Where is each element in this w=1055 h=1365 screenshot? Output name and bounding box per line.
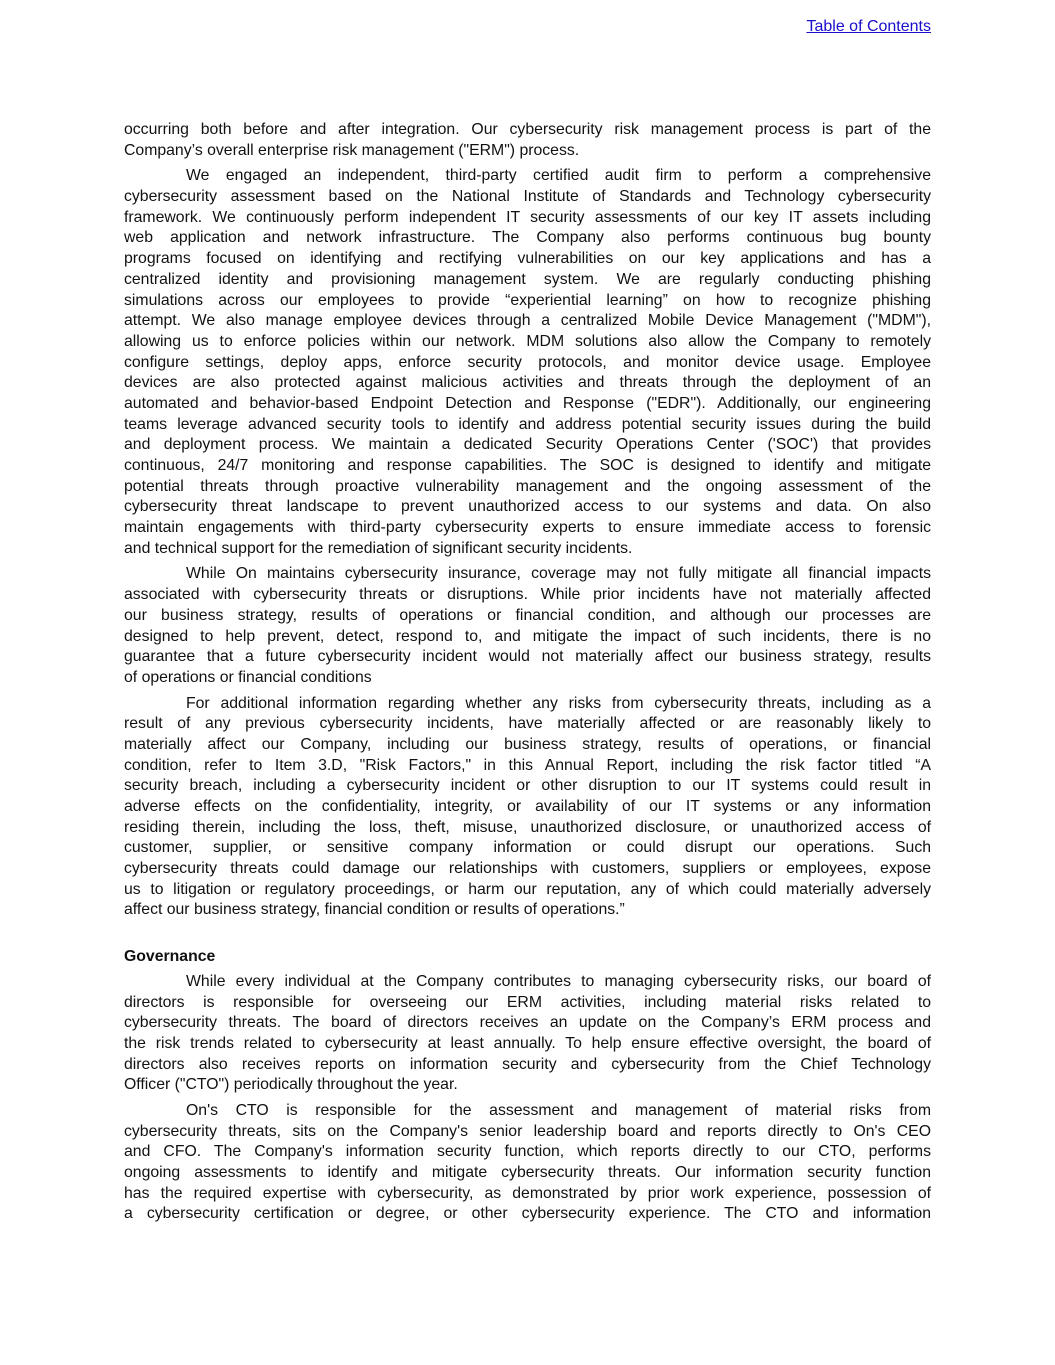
text-line: cybersecurity threat landscape to prevent unauthorized access to our systems and data. On also: [124, 498, 931, 516]
text-line: Company’s overall enterprise risk management ("ERM") process.: [124, 141, 580, 159]
text-line: result of any previous cybersecurity incidents, have materially affected or are reasonably likely to: [124, 715, 931, 733]
text-line: residing therein, including the loss, theft, misuse, unauthorized disclosure, or unauthorized access of: [124, 818, 931, 836]
text-line: allowing us to enforce policies within our network. MDM solutions also allow the Company to remotely: [124, 332, 931, 350]
text-line: centralized identity and provisioning management system. We are regularly conducting phishing: [124, 270, 931, 288]
text-line: of operations or financial conditions: [124, 668, 372, 686]
section-heading: Governance: [124, 948, 216, 966]
text-line: cybersecurity threats, sits on the Company's senior leadership board and reports directly to On's CEO: [124, 1122, 931, 1140]
text-line: framework. We continuously perform independent IT security assessments of our key IT assets including: [124, 208, 931, 226]
paragraph: [124, 1101, 931, 1225]
text-line: simulations across our employees to provide “experiential learning” on how to recognize phishing: [124, 291, 931, 309]
text-line: programs focused on identifying and rectifying vulnerabilities on our key applications and has a: [124, 250, 931, 268]
text-line: the risk trends related to cybersecurity at least annually. To help ensure effective oversight, the board of: [124, 1034, 931, 1052]
document-body: [124, 120, 931, 1230]
text-line: condition, refer to Item 3.D, "Risk Factors," in this Annual Report, including the risk factor titled “A: [124, 756, 931, 774]
text-line: web application and network infrastructure. The Company also performs continuous bug bounty: [124, 229, 931, 247]
text-line: On's CTO is responsible for the assessment and management of material risks from: [186, 1101, 931, 1119]
text-line: has the required expertise with cybersecurity, as demonstrated by prior work experience, possession of: [124, 1184, 931, 1202]
text-line: a cybersecurity certification or degree, or other cybersecurity experience. The CTO and information: [124, 1205, 931, 1223]
text-line: maintain engagements with third-party cybersecurity experts to ensure immediate access to forensic: [124, 519, 931, 537]
paragraph: [124, 972, 931, 1096]
text-line: and technical support for the remediation of significant security incidents.: [124, 539, 633, 557]
text-line: directors also receives reports on information security and cybersecurity from the Chief Technology: [124, 1055, 931, 1073]
text-line: ongoing assessments to identify and mitigate cybersecurity threats. Our information security function: [124, 1164, 931, 1181]
text-line: configure settings, deploy apps, enforce security protocols, and monitor device usage. Employee: [124, 353, 931, 371]
text-line: and CFO. The Company's information security function, which reports directly to our CTO, performs: [124, 1143, 931, 1161]
text-line: directors is responsible for overseeing our ERM activities, including material risks related to: [124, 993, 931, 1011]
text-line: us to litigation or regulatory proceedings, or harm our reputation, any of which could materially adversely: [124, 880, 931, 898]
text-line: materially affect our Company, including our business strategy, results of operations, or financial: [124, 735, 931, 753]
text-line: We engaged an independent, third-party certified audit firm to perform a comprehensive: [186, 167, 931, 185]
text-line: affect our business strategy, financial condition or results of operations.”: [124, 901, 625, 919]
paragraph: [124, 120, 931, 161]
text-line: cybersecurity threats could damage our relationships with customers, suppliers or employees, expose: [124, 860, 931, 878]
text-line: potential threats through proactive vulnerability management and the ongoing assessment of the: [124, 477, 931, 495]
text-line: guarantee that a future cybersecurity incident would not materially affect our business strategy, results: [124, 648, 931, 666]
text-line: devices are also protected against malicious activities and threats through the deployment of an: [124, 374, 931, 392]
text-line: and deployment process. We maintain a dedicated Security Operations Center ('SOC') that provides: [124, 436, 931, 454]
text-line: cybersecurity threats. The board of directors receives an update on the Company’s ERM process and: [124, 1014, 931, 1032]
text-line: customer, supplier, or sensitive company information or could disrupt our operations. Such: [124, 839, 931, 857]
text-line: continuous, 24/7 monitoring and response capabilities. The SOC is designed to identify and mitigate: [124, 457, 931, 474]
text-line: While every individual at the Company contributes to managing cybersecurity risks, our board of: [186, 972, 931, 990]
text-line: occurring both before and after integration. Our cybersecurity risk management process is part of the: [124, 121, 931, 138]
text-line: our business strategy, results of operations or financial condition, and although our processes are: [124, 606, 931, 624]
text-line: While On maintains cybersecurity insurance, coverage may not fully mitigate all financial impacts: [186, 565, 931, 583]
text-line: For additional information regarding whether any risks from cybersecurity threats, including as a: [186, 694, 931, 712]
text-line: security breach, including a cybersecurity incident or other disruption to our IT systems could result in: [124, 777, 931, 795]
text-line: associated with cybersecurity threats or disruptions. While prior incidents have not materially affected: [124, 586, 931, 604]
table-of-contents-link[interactable]: Table of Contents: [806, 18, 931, 35]
paragraph: [124, 564, 931, 688]
paragraph: [124, 694, 931, 922]
text-line: cybersecurity assessment based on the National Institute of Standards and Technology cybersecurity: [124, 188, 931, 206]
text-line: Officer ("CTO") periodically throughout the year.: [124, 1076, 458, 1094]
text-line: teams leverage advanced security tools to identify and address potential security issues during the build: [124, 415, 931, 433]
paragraph: [124, 166, 931, 559]
text-line: automated and behavior-based Endpoint Detection and Response ("EDR"). Additionally, our engineering: [124, 394, 931, 412]
text-line: adverse effects on the confidentiality, integrity, or availability of our IT systems or any information: [124, 798, 931, 815]
text-line: attempt. We also manage employee devices through a centralized Mobile Device Management ("MDM"),: [124, 312, 931, 330]
text-line: designed to help prevent, detect, respond to, and mitigate the impact of such incidents, there is no: [124, 627, 931, 645]
